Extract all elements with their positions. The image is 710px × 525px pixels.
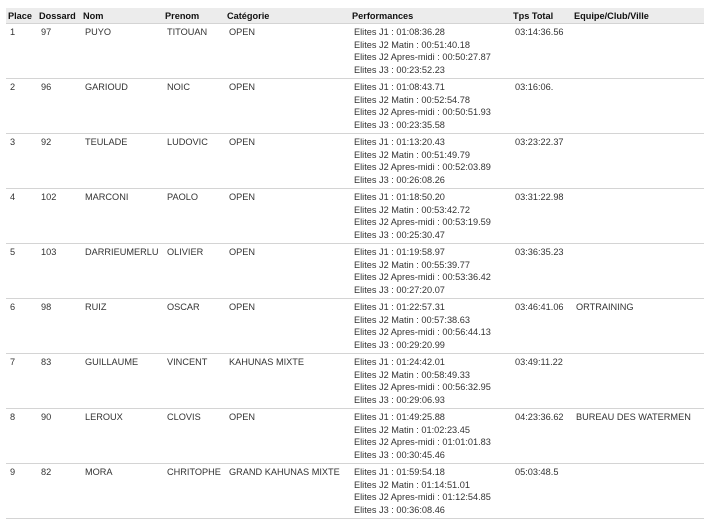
cell-categorie: OPEN	[225, 409, 350, 464]
table-row	[6, 299, 704, 354]
cell-categorie: OPEN	[225, 299, 350, 354]
cell-categorie: OPEN	[225, 189, 350, 244]
cell-tps-total: 03:31:22.98	[511, 189, 572, 244]
performance-line: Elites J2 Matin : 00:58:49.33	[354, 369, 470, 380]
cell-place: 7	[6, 354, 37, 409]
cell-tps-total: 03:36:35.23	[511, 244, 572, 299]
performance-line: Elites J2 Matin : 00:55:39.77	[354, 259, 470, 270]
cell-performances	[350, 409, 511, 464]
cell-equipe	[572, 134, 704, 189]
performance-line: Elites J3 : 00:29:06.93	[354, 394, 445, 405]
cell-performances	[350, 189, 511, 244]
performance-line: Elites J1 : 01:24:42.01	[354, 357, 445, 367]
header-prenom: Prenom	[163, 8, 225, 24]
cell-dossard: 96	[37, 79, 81, 134]
header-categorie: Catégorie	[225, 8, 350, 24]
cell-equipe	[572, 244, 704, 299]
performance-line: Elites J1 : 01:18:50.20	[354, 192, 445, 202]
cell-prenom: NOIC	[163, 79, 225, 134]
table-row	[6, 244, 704, 299]
cell-tps-total: 03:23:22.37	[511, 134, 572, 189]
table-row	[6, 134, 704, 189]
table-row	[6, 354, 704, 409]
performance-line: Elites J2 Apres-midi : 00:52:03.89	[354, 162, 491, 173]
cell-nom: LEROUX	[81, 409, 163, 464]
table-row	[6, 79, 704, 134]
table-row	[6, 189, 704, 244]
performance-line: Elites J2 Apres-midi : 00:56:32.95	[354, 382, 491, 393]
cell-equipe	[572, 464, 704, 519]
performance-line: Elites J3 : 00:30:45.46	[354, 449, 445, 460]
cell-equipe	[572, 354, 704, 409]
performance-line: Elites J3 : 00:23:52.23	[354, 64, 445, 75]
cell-nom: RUIZ	[81, 299, 163, 354]
cell-place: 4	[6, 189, 37, 244]
cell-prenom: LUDOVIC	[163, 134, 225, 189]
performance-line: Elites J3 : 00:26:08.26	[354, 174, 445, 185]
cell-prenom: OSCAR	[163, 299, 225, 354]
cell-tps-total: 05:03:48.5	[511, 464, 572, 519]
performance-line: Elites J1 : 01:08:36.28	[354, 27, 445, 37]
cell-performances	[350, 24, 511, 79]
cell-prenom: OLIVIER	[163, 244, 225, 299]
performance-line: Elites J3 : 00:36:08.46	[354, 504, 445, 515]
cell-dossard: 82	[37, 464, 81, 519]
performance-line: Elites J1 : 01:49:25.88	[354, 412, 445, 422]
cell-prenom: CHRITOPHE	[163, 464, 225, 519]
performance-line: Elites J1 : 01:59:54.18	[354, 467, 445, 477]
cell-place: 5	[6, 244, 37, 299]
cell-dossard: 102	[37, 189, 81, 244]
cell-nom: PUYO	[81, 24, 163, 79]
header-performances: Performances	[350, 8, 511, 24]
performance-line: Elites J2 Apres-midi : 00:53:19.59	[354, 217, 491, 228]
cell-performances	[350, 244, 511, 299]
cell-categorie: OPEN	[225, 24, 350, 79]
cell-equipe	[572, 79, 704, 134]
header-dossard: Dossard	[37, 8, 81, 24]
performance-line: Elites J1 : 01:22:57.31	[354, 302, 445, 312]
cell-tps-total: 03:16:06.	[511, 79, 572, 134]
table-row	[6, 409, 704, 464]
cell-place: 8	[6, 409, 37, 464]
performance-line: Elites J2 Matin : 00:52:54.78	[354, 94, 470, 105]
performance-line: Elites J1 : 01:13:20.43	[354, 137, 445, 147]
cell-place: 6	[6, 299, 37, 354]
cell-equipe	[572, 24, 704, 79]
cell-performances	[350, 354, 511, 409]
cell-dossard: 97	[37, 24, 81, 79]
cell-nom: GUILLAUME	[81, 354, 163, 409]
cell-performances	[350, 79, 511, 134]
performance-line: Elites J2 Apres-midi : 00:56:44.13	[354, 327, 491, 338]
cell-tps-total: 04:23:36.62	[511, 409, 572, 464]
table-row	[6, 464, 704, 519]
cell-equipe: ORTRAINING	[572, 299, 704, 354]
cell-prenom: PAOLO	[163, 189, 225, 244]
performance-line: Elites J1 : 01:19:58.97	[354, 247, 445, 257]
performance-line: Elites J2 Matin : 00:53:42.72	[354, 204, 470, 215]
performance-line: Elites J3 : 00:23:35.58	[354, 119, 445, 130]
cell-prenom: VINCENT	[163, 354, 225, 409]
cell-performances	[350, 299, 511, 354]
cell-dossard: 92	[37, 134, 81, 189]
cell-nom: GARIOUD	[81, 79, 163, 134]
cell-equipe	[572, 189, 704, 244]
performance-line: Elites J2 Matin : 00:51:49.79	[354, 149, 470, 160]
cell-place: 3	[6, 134, 37, 189]
performance-line: Elites J2 Matin : 00:57:38.63	[354, 314, 470, 325]
cell-tps-total: 03:46:41.06	[511, 299, 572, 354]
header-place: Place	[6, 8, 37, 24]
header-row	[6, 8, 704, 24]
cell-tps-total: 03:49:11.22	[511, 354, 572, 409]
performance-line: Elites J3 : 00:27:20.07	[354, 284, 445, 295]
cell-performances	[350, 134, 511, 189]
cell-dossard: 103	[37, 244, 81, 299]
cell-categorie: OPEN	[225, 134, 350, 189]
performance-line: Elites J2 Matin : 01:02:23.45	[354, 424, 470, 435]
performance-line: Elites J2 Matin : 01:14:51.01	[354, 479, 470, 490]
performance-line: Elites J3 : 00:25:30.47	[354, 229, 445, 240]
cell-categorie: OPEN	[225, 244, 350, 299]
cell-dossard: 83	[37, 354, 81, 409]
table-row	[6, 24, 704, 79]
performance-line: Elites J2 Matin : 00:51:40.18	[354, 39, 470, 50]
header-equipe: Equipe/Club/Ville	[572, 8, 704, 24]
performance-line: Elites J2 Apres-midi : 01:12:54.85	[354, 492, 491, 503]
cell-place: 2	[6, 79, 37, 134]
cell-categorie: GRAND KAHUNAS MIXTE	[225, 464, 350, 519]
header-nom: Nom	[81, 8, 163, 24]
cell-nom: MARCONI	[81, 189, 163, 244]
cell-place: 9	[6, 464, 37, 519]
performance-line: Elites J2 Apres-midi : 00:50:51.93	[354, 107, 491, 118]
performance-line: Elites J1 : 01:08:43.71	[354, 82, 445, 92]
performance-line: Elites J2 Apres-midi : 00:53:36.42	[354, 272, 491, 283]
cell-prenom: TITOUAN	[163, 24, 225, 79]
cell-tps-total: 03:14:36.56	[511, 24, 572, 79]
performance-line: Elites J2 Apres-midi : 01:01:01.83	[354, 437, 491, 448]
cell-equipe: BUREAU DES WATERMEN	[572, 409, 704, 464]
cell-dossard: 98	[37, 299, 81, 354]
header-tps-total: Tps Total	[511, 8, 572, 24]
cell-categorie: OPEN	[225, 79, 350, 134]
performance-line: Elites J2 Apres-midi : 00:50:27.87	[354, 52, 491, 63]
cell-prenom: CLOVIS	[163, 409, 225, 464]
cell-nom: TEULADE	[81, 134, 163, 189]
cell-nom: MORA	[81, 464, 163, 519]
cell-performances	[350, 464, 511, 519]
results-table	[6, 8, 704, 519]
cell-nom: DARRIEUMERLU	[81, 244, 163, 299]
cell-place: 1	[6, 24, 37, 79]
cell-dossard: 90	[37, 409, 81, 464]
cell-categorie: KAHUNAS MIXTE	[225, 354, 350, 409]
performance-line: Elites J3 : 00:29:20.99	[354, 339, 445, 350]
